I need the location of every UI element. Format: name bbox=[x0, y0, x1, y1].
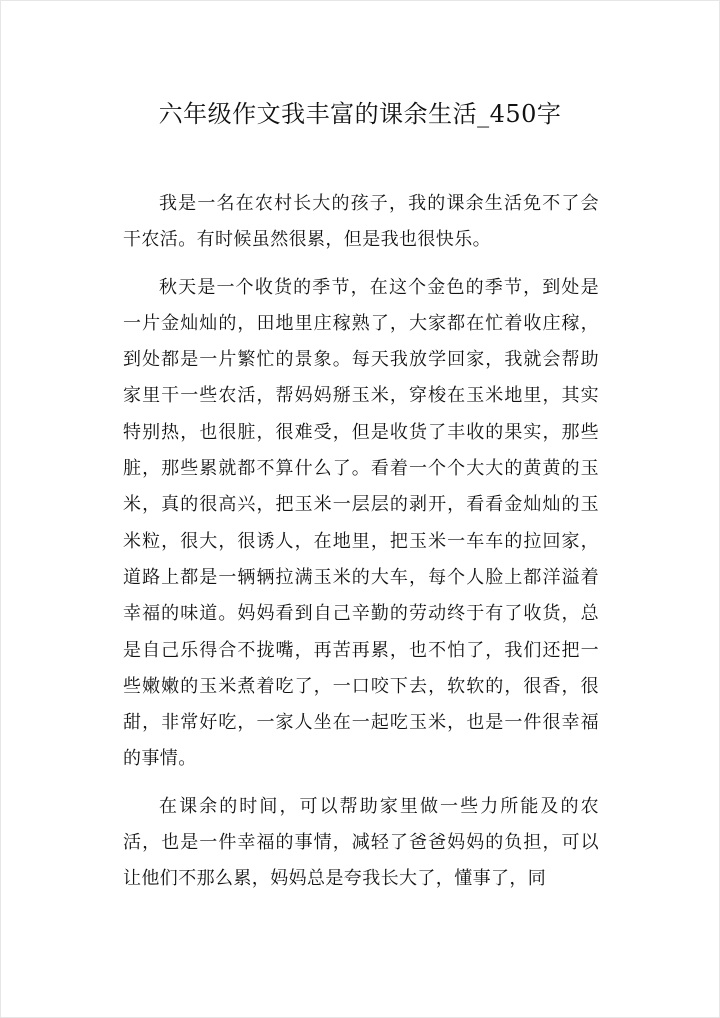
paragraph-3: 在课余的时间，可以帮助家里做一些力所能及的农活，也是一件幸福的事情，减轻了爸爸妈妈的负担，可以让他们不那么累，妈妈总是夸我长大了，懂事了，同 bbox=[123, 795, 599, 890]
paragraph-2: 秋天是一个收货的季节，在这个金色的季节，到处是一片金灿灿的，田地里庄稼熟了，大家都在忙着收庄稼，到处都是一片繁忙的景象。每天我放学回家，我就会帮助家里干一些农活，帮妈妈掰玉米，穿梭在玉米地里，其实特别热，也很脏，很难受，但是收货了丰收的果实，那些脏，那些累就都不算什么了。看着一个个大大的黄黄的玉米，真的很高兴，把玉米一层层的剥开，看看金灿灿的玉米粒，很大，很诱人，在地里，把玉米一车车的拉回家，道路上都是一辆辆拉满玉米的大车，每个人脸上都洋溢着幸福的味道。妈妈看到自己辛勤的劳动终于有了收货，总是自己乐得合不拢嘴，再苦再累，也不怕了，我们还把一些嫩嫩的玉米煮着吃了，一口咬下去，软软的，很香，很甜，非常好吃，一家人坐在一起吃玉米，也是一件很幸福的事情。 bbox=[123, 276, 599, 770]
document-title: 六年级作文我丰富的课余生活_450字 bbox=[158, 100, 562, 128]
paragraph-1: 我是一名在农村长大的孩子，我的课余生活免不了会干农活。有时候虽然很累，但是我也很快乐。 bbox=[123, 193, 599, 251]
document-body bbox=[123, 186, 599, 909]
